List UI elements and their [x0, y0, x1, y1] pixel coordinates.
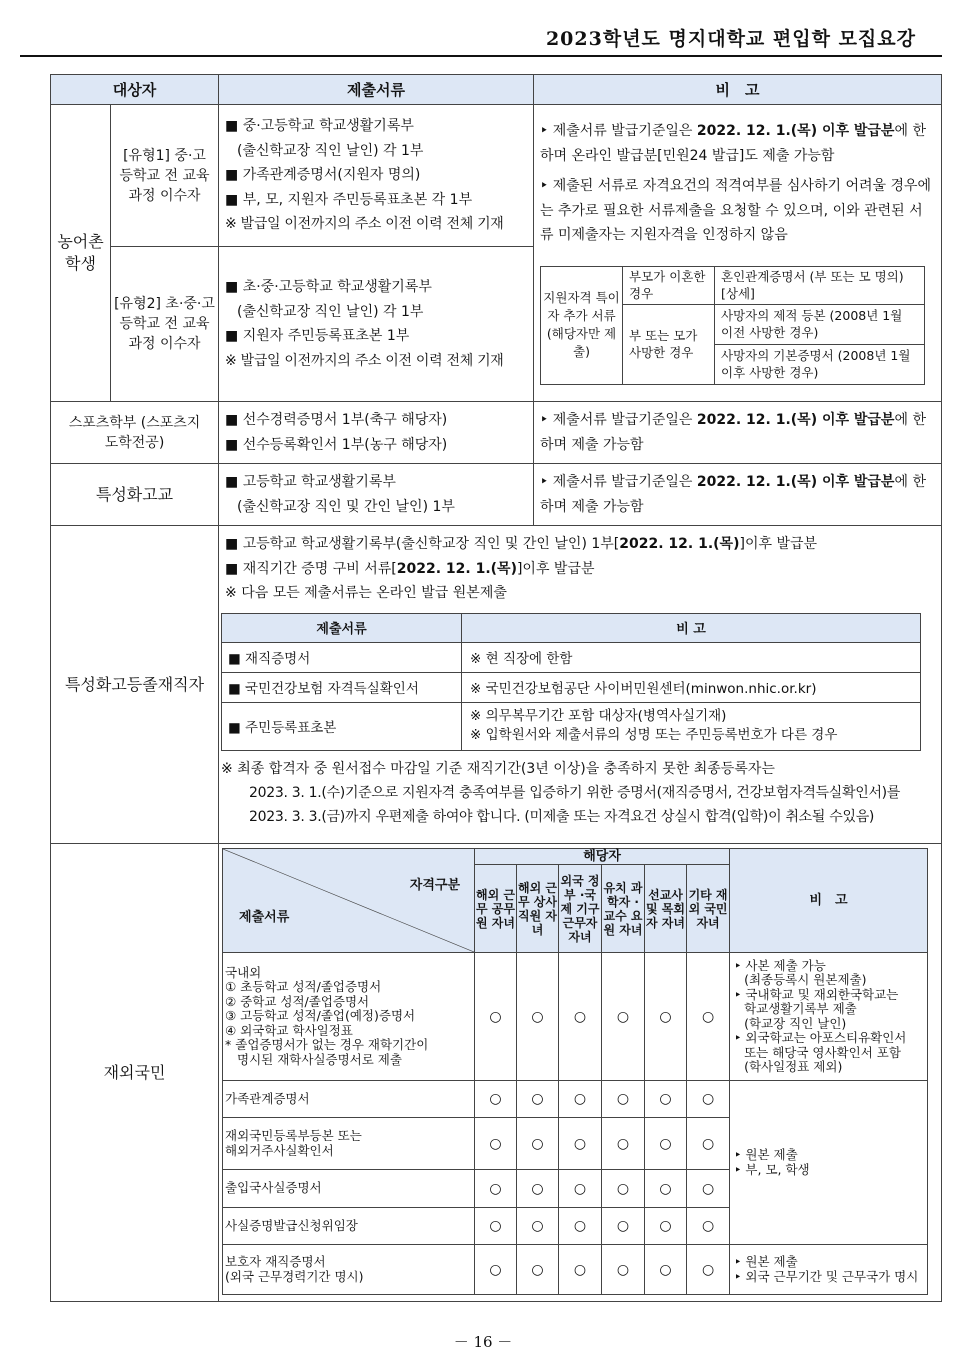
- check-mark: ○: [559, 1208, 602, 1245]
- abroad-row-1: [223, 953, 928, 1081]
- worker-remark-3: ※ 의무복무기간 포함 대상자(병역사실기재) ※ 입학원서와 제출서류의 성명 또는 주민등록번호가 다른 경우: [462, 702, 921, 750]
- case-divorced: 부모가 이혼한 경우: [623, 266, 715, 304]
- doc-line: ■ 고등학교 학교생활기록부: [225, 474, 396, 490]
- special-hs-remark: ‣ 제출서류 발급기준일은 2022. 12. 1.(목) 이후 발급분에 한하며 제출 가능함: [534, 464, 942, 526]
- doc-deceased-1: 사망자의 제적 등본 (2008년 1월 이전 사망한 경우): [715, 304, 925, 344]
- check-mark: ○: [559, 1245, 602, 1295]
- doc-line: (출신학교장 직인 및 간인 날인) 1부: [237, 498, 455, 515]
- worker-docs-table: [221, 613, 921, 751]
- abroad-col-4: 유치 과학자 ·교수 요원 자녀: [602, 865, 645, 953]
- rural-remark-1: ‣ 제출서류 발급기준일은 2022. 12. 1.(목) 이후 발급분에 한하며 온라인 발급분[민원24 발급]도 제출 가능함: [540, 123, 926, 164]
- special-docs-table: [540, 266, 925, 385]
- doc-line: ■ 중·고등학교 학교생활기록부: [225, 118, 414, 135]
- sports-remark: ‣ 제출서류 발급기준일은 2022. 12. 1.(목) 이후 발급분에 한하며 제출 가능함: [534, 402, 942, 464]
- check-mark: ○: [687, 953, 730, 1081]
- sports-label: 스포츠학부 (스포츠지도학전공): [51, 402, 219, 464]
- page-number: － 16 －: [453, 1333, 513, 1351]
- abroad-col-3: 외국 정부 ·국제 기구 근무자 자녀: [559, 865, 602, 953]
- check-mark: ○: [559, 1081, 602, 1118]
- abroad-doc-1: 국내외 ① 초등학교 성적/졸업증명서 ② 중학교 성적/졸업증명서 ③ 고등학교 성적/졸업(예정)증명서 ④ 외국학교 학사일정표 * 졸업증명서가 없는 경우 재학기간이 명시된 재학사실증명서로 제출: [223, 953, 475, 1081]
- rural-remarks: [534, 105, 942, 402]
- doc-line: ■ 지원자 주민등록표초본 1부: [225, 328, 410, 344]
- check-mark: ○: [559, 1170, 602, 1208]
- rural-type2-docs: [219, 247, 534, 402]
- abroad-doc-4: 출입국사실증명서: [223, 1170, 475, 1208]
- check-mark: ○: [475, 1245, 517, 1295]
- check-mark: ○: [475, 1208, 517, 1245]
- check-mark: ○: [602, 1118, 645, 1170]
- col-header-docs: 제출서류: [219, 75, 534, 105]
- check-mark: ○: [475, 1118, 517, 1170]
- abroad-doc-5: 사실증명발급신청위임장: [223, 1208, 475, 1245]
- check-mark: ○: [517, 1118, 559, 1170]
- doc-line: ※ 발급일 이전까지의 주소 이전 이력 전체 기재: [225, 352, 504, 369]
- doc-deceased-2: 사망자의 기본증명서 (2008년 1월 이후 사망한 경우): [715, 344, 925, 384]
- abroad-row-6: [223, 1245, 928, 1295]
- abroad-group-head: 해당자: [475, 849, 730, 865]
- check-mark: ○: [559, 953, 602, 1081]
- doc-line: ■ 선수등록확인서 1부(농구 해당자): [225, 436, 448, 453]
- check-mark: ○: [645, 1170, 687, 1208]
- doc-line: ■ 초·중·고등학교 학교생활기록부: [225, 279, 432, 295]
- worker-label: 특성화고등졸재직자: [51, 526, 219, 844]
- doc-line: (출신학교장 직인 날인) 각 1부: [237, 142, 424, 159]
- check-mark: ○: [475, 1170, 517, 1208]
- abroad-col-1: 해외 근무 공무원 자녀: [475, 865, 517, 953]
- special-hs-docs: [219, 464, 534, 526]
- check-mark: ○: [602, 1170, 645, 1208]
- abroad-docs-label: 제출서류: [239, 910, 290, 925]
- abroad-corner-cell: [223, 849, 475, 953]
- requirements-table: [50, 74, 942, 1302]
- header-title: 2023학년도 명지대학교 편입학 모집요강: [545, 28, 916, 50]
- check-mark: ○: [645, 1245, 687, 1295]
- abroad-doc-3: 재외국민등록부등본 또는 해외거주사실확인서: [223, 1118, 475, 1170]
- check-mark: ○: [517, 1081, 559, 1118]
- check-mark: ○: [645, 1208, 687, 1245]
- rural-type1-docs: [219, 105, 534, 247]
- abroad-content: [219, 844, 942, 1302]
- check-mark: ○: [517, 953, 559, 1081]
- col-header-target: 대상자: [51, 75, 219, 105]
- abroad-remark-1: ‣ 사본 제출 가능 (최종등록시 원본제출) ‣ 국내학교 및 재외한국학교는 학교생활기록부 제출 (학교장 직인 날인) ‣ 외국학교는 아포스티유확인서 또는 해당국 영사확인서 포함 (학사일정표 제외): [730, 953, 928, 1081]
- worker-line-1: ■ 고등학교 학교생활기록부(출신학교장 직인 및 간인 날인) 1부[2022. 12. 1.(목)]이후 발급분: [225, 536, 818, 552]
- doc-divorced: 혼인관계증명서 (부 또는 모 명의)[상세]: [715, 266, 925, 304]
- abroad-col-5: 선교사 및 목회자 자녀: [645, 865, 687, 953]
- abroad-doc-6: 보호자 재직증명서 (외국 근무경력기간 명시): [223, 1245, 475, 1295]
- abroad-label: 재외국민: [51, 844, 219, 1302]
- check-mark: ○: [645, 953, 687, 1081]
- worker-line-2: ■ 재직기간 증명 구비 서류[2022. 12. 1.(목)]이후 발급분: [225, 560, 595, 577]
- abroad-qual-label: 자격구분: [409, 878, 461, 893]
- abroad-doc-2: 가족관계증명서: [223, 1081, 475, 1118]
- check-mark: ○: [559, 1118, 602, 1170]
- check-mark: ○: [687, 1170, 730, 1208]
- col-header-remarks: 비 고: [534, 75, 942, 105]
- worker-doc-2: ■ 국민건강보험 자격득실확인서: [222, 672, 462, 702]
- check-mark: ○: [602, 1208, 645, 1245]
- worker-content: [219, 526, 942, 844]
- worker-remark-1: ※ 현 직장에 한함: [462, 642, 921, 672]
- check-mark: ○: [602, 1245, 645, 1295]
- doc-line: ■ 가족관계증명서(지원자 명의): [225, 167, 421, 184]
- special-hs-label: 특성화고교: [51, 464, 219, 526]
- rural-type2-label: [유형2] 초·중·고등학교 전 교육과정 이수자: [111, 247, 219, 402]
- check-mark: ○: [687, 1118, 730, 1170]
- diagonal-line: [223, 849, 474, 952]
- doc-line: ■ 부, 모, 지원자 주민등록표초본 각 1부: [225, 191, 473, 208]
- check-mark: ○: [687, 1081, 730, 1118]
- doc-line: ■ 선수경력증명서 1부(축구 해당자): [225, 412, 448, 428]
- abroad-docs-table: [222, 848, 928, 1295]
- rural-label: 농어촌 학생: [51, 105, 111, 402]
- worker-footnote: ※ 최종 합격자 중 원서접수 마감일 기준 재직기간(3년 이상)을 충족하지 못한 최종등록자는 2023. 3. 1.(수)기준으로 지원자격 충족여부를 입증하기 위한 증명서(재직증명서, 건강보험자격득실확인서)를 2023. 3. 3.(금)까지 우편제출 하여야 합니다. (미제출 또는 자격요건 상실시 합격(입학)이 취소될 수있음): [221, 760, 901, 825]
- special-docs-label: 지원자격 특이자 추가 서류 (해당자만 제출): [541, 266, 623, 384]
- worker-doc-3: ■ 주민등록표초본: [222, 702, 462, 750]
- abroad-remark-3: ‣ 원본 제출 ‣ 외국 근무기간 및 근무국가 명시: [730, 1245, 928, 1295]
- check-mark: ○: [687, 1245, 730, 1295]
- abroad-col-2: 해외 근무 상사 직원 자녀: [517, 865, 559, 953]
- sports-docs: [219, 402, 534, 464]
- worker-remark-2: ※ 국민건강보험공단 사이버민원센터(minwon.nhic.or.kr): [462, 672, 921, 702]
- check-mark: ○: [602, 1081, 645, 1118]
- abroad-col-6: 기타 재외 국민 자녀: [687, 865, 730, 953]
- check-mark: ○: [475, 953, 517, 1081]
- abroad-row-2: [223, 1081, 928, 1118]
- check-mark: ○: [475, 1081, 517, 1118]
- check-mark: ○: [602, 953, 645, 1081]
- worker-line-3: ※ 다음 모든 제출서류는 온라인 발급 원본제출: [225, 585, 507, 601]
- abroad-remark-2: ‣ 원본 제출 ‣ 부, 모, 학생: [730, 1081, 928, 1245]
- doc-line: ※ 발급일 이전까지의 주소 이전 이력 전체 기재: [225, 216, 504, 233]
- page-header: [20, 22, 942, 57]
- check-mark: ○: [517, 1208, 559, 1245]
- doc-line: (출신학교장 직인 날인) 각 1부: [237, 303, 424, 320]
- worker-col-remarks: 비 고: [462, 613, 921, 642]
- check-mark: ○: [687, 1208, 730, 1245]
- check-mark: ○: [645, 1118, 687, 1170]
- case-deceased: 부 또는 모가 사망한 경우: [623, 304, 715, 384]
- abroad-remarks-head: 비 고: [730, 849, 928, 953]
- rural-type1-label: [유형1] 중·고등학교 전 교육과정 이수자: [111, 105, 219, 247]
- worker-doc-1: ■ 재직증명서: [222, 642, 462, 672]
- check-mark: ○: [645, 1081, 687, 1118]
- worker-col-docs: 제출서류: [222, 613, 462, 642]
- check-mark: ○: [517, 1170, 559, 1208]
- check-mark: ○: [517, 1245, 559, 1295]
- rural-remark-2: ‣ 제출된 서류로 자격요건의 적격여부를 심사하기 어려울 경우에는 추가로 필요한 서류제출을 요청할 수 있으며, 이와 관련된 서류 미제출자는 지원자격을 인정하지 않음: [540, 178, 932, 243]
